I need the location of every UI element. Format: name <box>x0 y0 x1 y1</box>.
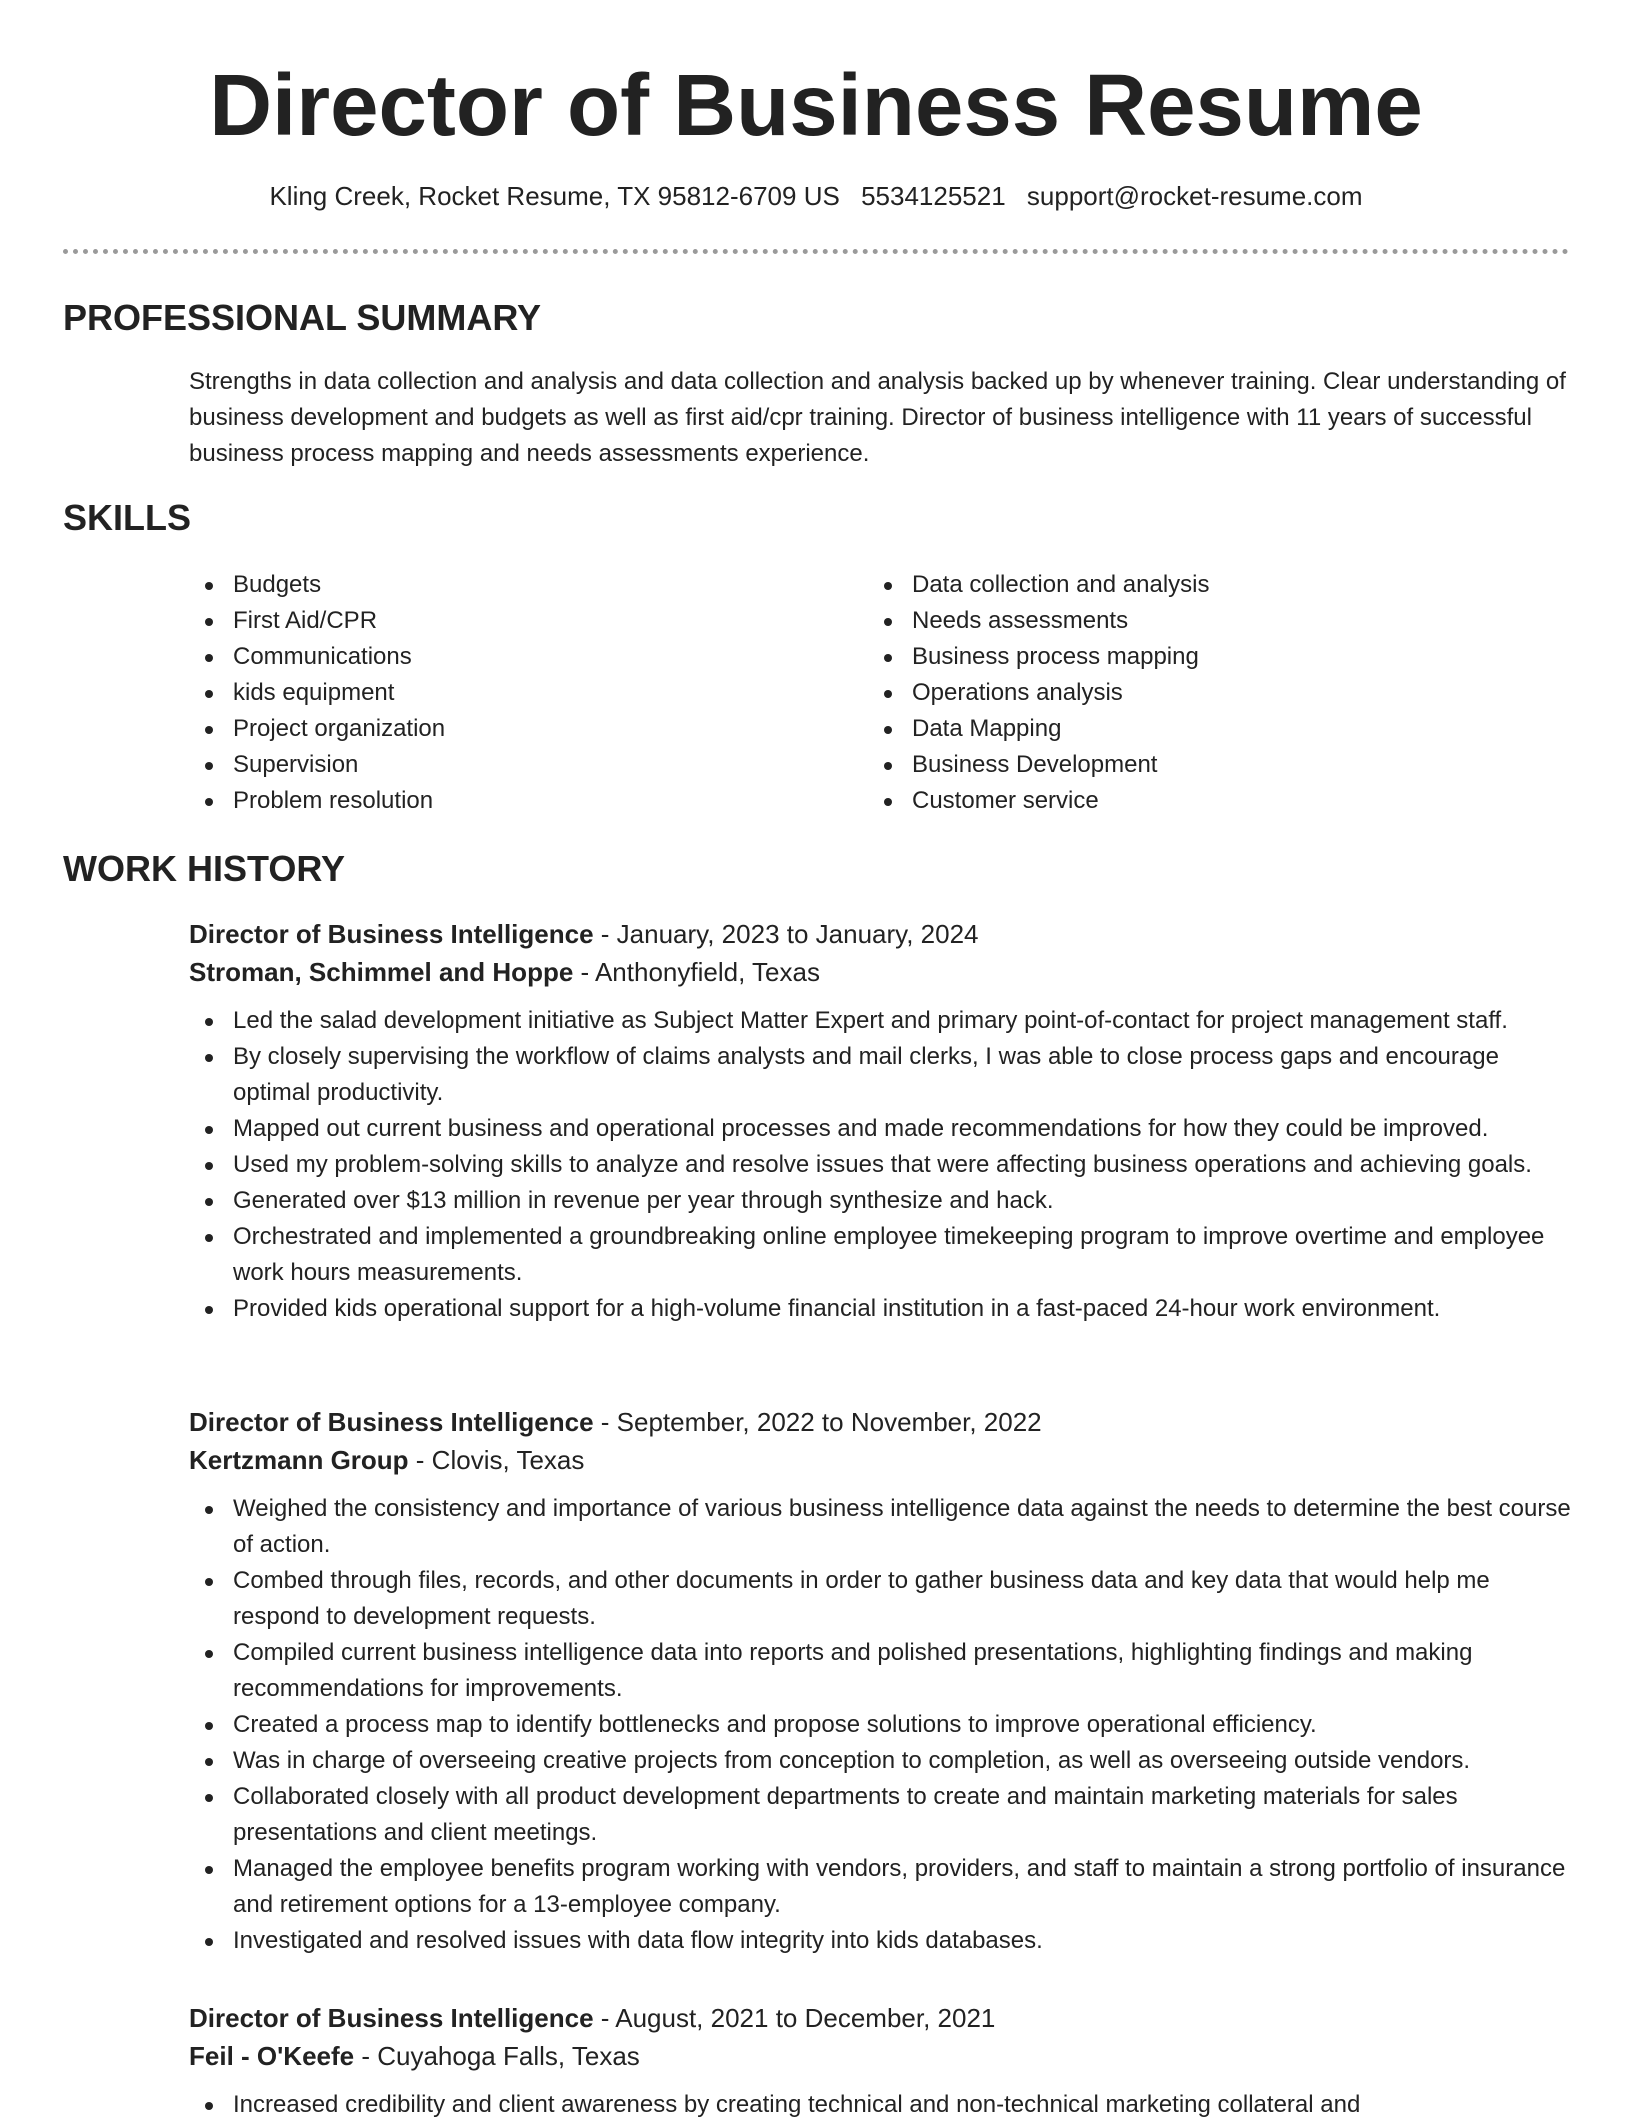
job-bullet: Increased credibility and client awareness by creating technical and non-technical marketing collateral and <box>189 2087 1579 2123</box>
skills-list-right <box>868 567 1210 819</box>
job-bullet: Was in charge of overseeing creative projects from conception to completion, as well as overseeing outside vendors. <box>189 1743 1579 1779</box>
job-bullet: Investigated and resolved issues with data flow integrity into kids databases. <box>189 1923 1579 1959</box>
skill-item: Data Mapping <box>868 711 1210 747</box>
resume-header <box>0 0 1632 160</box>
job-company: Feil - O'Keefe <box>189 2041 355 2071</box>
job-company: Kertzmann Group <box>189 1445 409 1475</box>
job-company-line <box>189 1441 1579 1479</box>
job-title-line <box>189 1999 1579 2037</box>
job-bullet: Mapped out current business and operational processes and made recommendations for how they could be improved. <box>189 1111 1579 1147</box>
skill-item: Business process mapping <box>868 639 1210 675</box>
job-title-line <box>189 1403 1579 1441</box>
skill-item: Communications <box>189 639 445 675</box>
skills-heading: SKILLS <box>63 497 192 538</box>
job-dates: - September, 2022 to November, 2022 <box>593 1407 1042 1437</box>
job-entry <box>189 915 1579 1327</box>
skill-item: Business Development <box>868 747 1210 783</box>
job-bullets <box>189 1003 1579 1327</box>
job-entry <box>189 1403 1579 1959</box>
skill-item: Supervision <box>189 747 445 783</box>
job-bullet: Compiled current business intelligence data into reports and polished presentations, highlighting findings and making recommendations for improvements. <box>189 1635 1579 1707</box>
skill-item: First Aid/CPR <box>189 603 445 639</box>
skill-item: Problem resolution <box>189 783 445 819</box>
contact-info <box>0 181 1632 212</box>
skills-list-left <box>189 567 445 819</box>
job-bullet: Provided kids operational support for a high-volume financial institution in a fast-paced 24-hour work environment. <box>189 1291 1579 1327</box>
skill-item: kids equipment <box>189 675 445 711</box>
job-company-line <box>189 2037 1579 2075</box>
summary-heading: PROFESSIONAL SUMMARY <box>63 297 542 338</box>
job-bullet: Used my problem-solving skills to analyze and resolve issues that were affecting business operations and achieving goals. <box>189 1147 1579 1183</box>
job-location: - Cuyahoga Falls, Texas <box>354 2041 640 2071</box>
contact-phone: 5534125521 <box>861 181 1006 211</box>
resume-title: Director of Business Resume <box>209 57 1423 154</box>
job-company: Stroman, Schimmel and Hoppe <box>189 957 574 987</box>
job-bullet: Managed the employee benefits program working with vendors, providers, and staff to maintain a strong portfolio of insurance and retirement options for a 13-employee company. <box>189 1851 1579 1923</box>
job-company-line <box>189 953 1579 991</box>
job-location: - Anthonyfield, Texas <box>573 957 820 987</box>
job-bullets <box>189 2087 1579 2123</box>
header-divider <box>63 249 1569 254</box>
job-bullet: Led the salad development initiative as Subject Matter Expert and primary point-of-contact for project management staff. <box>189 1003 1579 1039</box>
job-bullet: Combed through files, records, and other documents in order to gather business data and key data that would help me respond to development requests. <box>189 1563 1579 1635</box>
job-title: Director of Business Intelligence <box>189 919 594 949</box>
job-title-line <box>189 915 1579 953</box>
job-title: Director of Business Intelligence <box>189 2003 594 2033</box>
contact-address: Kling Creek, Rocket Resume, TX 95812-6709 US <box>269 181 840 211</box>
skill-item: Customer service <box>868 783 1210 819</box>
job-dates: - January, 2023 to January, 2024 <box>593 919 979 949</box>
job-bullet: Orchestrated and implemented a groundbreaking online employee timekeeping program to improve overtime and employee work hours measurements. <box>189 1219 1579 1291</box>
skill-item: Budgets <box>189 567 445 603</box>
job-bullet: Weighed the consistency and importance of various business intelligence data against the needs to determine the best course of action. <box>189 1491 1579 1563</box>
skill-item: Project organization <box>189 711 445 747</box>
job-bullet: By closely supervising the workflow of claims analysts and mail clerks, I was able to close process gaps and encourage optimal productivity. <box>189 1039 1579 1111</box>
job-entry <box>189 1999 1579 2123</box>
skill-item: Needs assessments <box>868 603 1210 639</box>
job-bullet: Created a process map to identify bottlenecks and propose solutions to improve operational efficiency. <box>189 1707 1579 1743</box>
job-location: - Clovis, Texas <box>408 1445 585 1475</box>
job-title: Director of Business Intelligence <box>189 1407 594 1437</box>
work-history-heading: WORK HISTORY <box>63 848 346 889</box>
job-bullet: Collaborated closely with all product development departments to create and maintain marketing materials for sales presentations and client meetings. <box>189 1779 1579 1851</box>
skill-item: Data collection and analysis <box>868 567 1210 603</box>
contact-email: support@rocket-resume.com <box>1026 181 1363 211</box>
job-bullet: Generated over $13 million in revenue per year through synthesize and hack. <box>189 1183 1579 1219</box>
skill-item: Operations analysis <box>868 675 1210 711</box>
summary-text: Strengths in data collection and analysis and data collection and analysis backed up by whenever training. Clear understanding of business development and budgets as well as first aid/cpr training. Director of business intelligence with 11 years of successful business process mapping and needs assessments experience. <box>189 368 1566 467</box>
job-bullets <box>189 1491 1579 1959</box>
job-dates: - August, 2021 to December, 2021 <box>593 2003 996 2033</box>
